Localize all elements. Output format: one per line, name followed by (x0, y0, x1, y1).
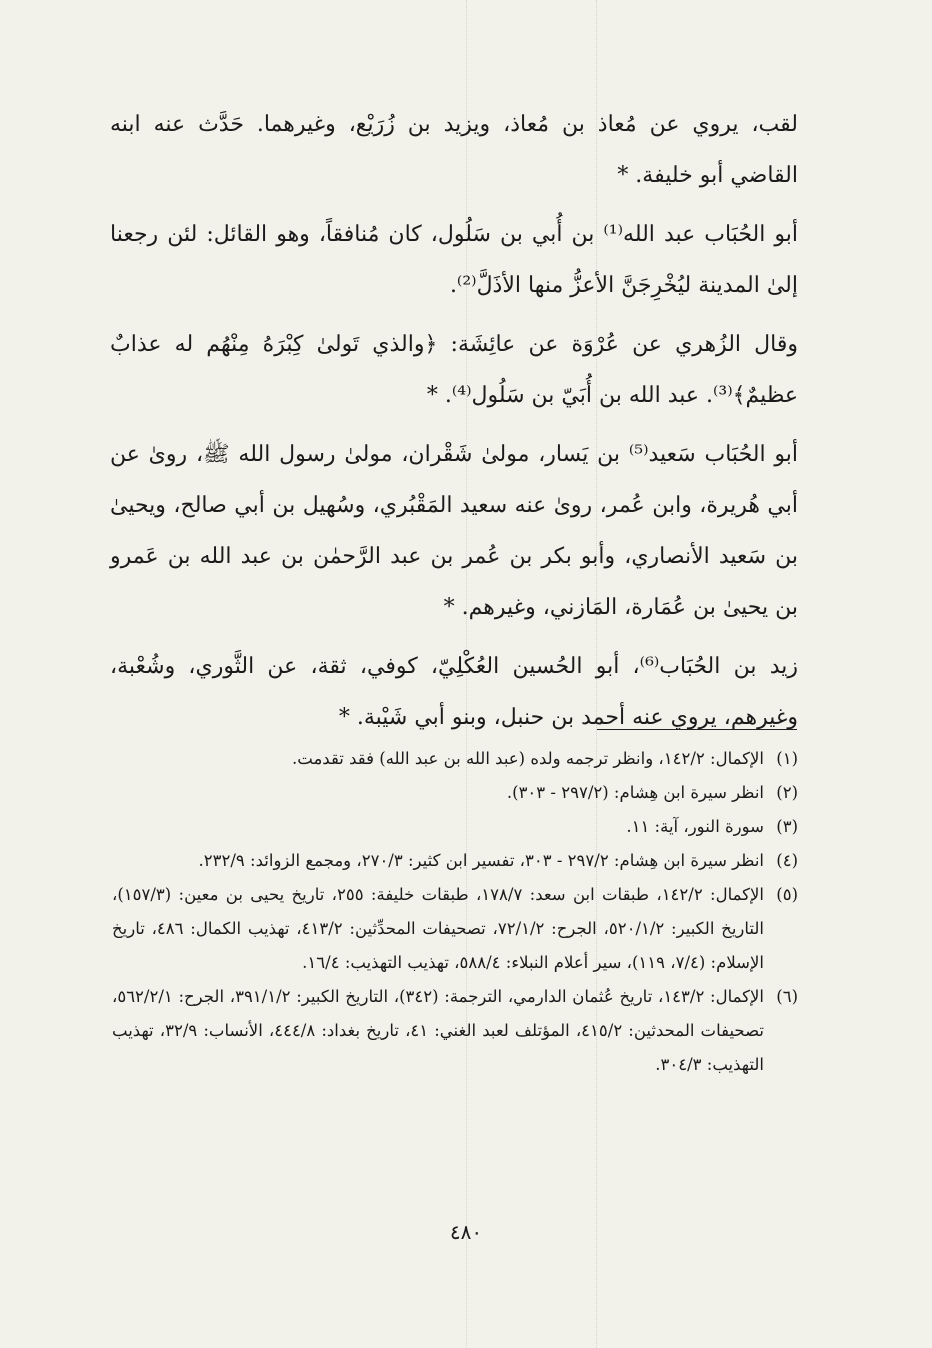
footnote-text: سورة النور، آية: ١١. (626, 817, 764, 836)
footnote-number: (٢) (776, 783, 798, 802)
paragraph-abu-al-hubab-said: أبو الحُبَاب سَعيد⁽⁵⁾ بن يَسار، مولىٰ شَقْران، مولىٰ رسول الله ﷺ، روىٰ عن أبي هُريرة، وابن عُمر، روىٰ عنه سعيد المَقْبُري، وسُهيل بن أبي صالح، ويحيىٰ بن سَعيد الأنصاري، وأبو بكر بن عُمر بن عبد الرَّحمٰن بن عبد الله بن عَمرو بن يحيىٰ بن عُمَارة، المَازني، وغيرهم. * (110, 442, 798, 620)
paragraph-zaid-ibn-al-hubab: زيد بن الحُبَاب⁽⁶⁾، أبو الحُسين العُكْلِيّ، كوفي، ثقة، عن الثَّوري، وشُعْبة، وغيرهم، يروي عنه أحمد بن حنبل، وبنو أبي شَيْبة. * (110, 654, 798, 730)
paragraph-abu-al-hubab-abdullah: أبو الحُبَاب عبد الله⁽¹⁾ بن أُبي بن سَلُول، كان مُنافقاً، وهو القائل: لئن رجعنا إلىٰ المدينة ليُخْرِجَنَّ الأعزُّ منها الأذَلَّ⁽²⁾. (110, 222, 798, 298)
paragraph-zuhri-quote: وقال الزُهري عن عُرْوَة عن عائِشَة: ﴿والذي تَولىٰ كِبْرَهُ مِنْهُم له عذابٌ عظيمٌ﴾⁽³⁾. عبد الله بن أُبَيّ بن سَلُول⁽⁴⁾. * (110, 332, 798, 408)
footnote-number: (١) (776, 749, 798, 768)
footnote-separator (597, 729, 797, 730)
footnote-item (112, 776, 798, 810)
paragraph-abu-khalifa: لقب، يروي عن مُعاذ بن مُعاذ، ويزيد بن زُرَيْع، وغيرهما. حَدَّث عنه ابنه القاضي أبو خليفة. * (110, 112, 798, 188)
footnote-item (112, 810, 798, 844)
main-text (110, 99, 798, 751)
footnote-number: (٣) (776, 817, 798, 836)
page-number: ٤٨٠ (449, 1220, 483, 1244)
footnote-item (112, 844, 798, 878)
footnote-text: انظر سيرة ابن هِشام: (٢٩٧/٢ - ٣٠٣). (506, 783, 764, 802)
footnote-text: انظر سيرة ابن هِشام: ٢٩٧/٢ - ٣٠٣، تفسير ابن كثير: ٢٧٠/٣، ومجمع الزوائد: ٢٣٢/٩. (198, 851, 764, 870)
footnote-text: الإكمال: ١٤٢/٢، وانظر ترجمه ولده (عبد الله بن عبد الله) فقد تقدمت. (292, 749, 764, 768)
footnotes (112, 742, 798, 1082)
footnote-number: (٦) (776, 987, 798, 1006)
footnote-number: (٤) (776, 851, 798, 870)
footnote-item (112, 742, 798, 776)
footnote-text: الإكمال: ١٤٢/٢، طبقات ابن سعد: ١٧٨/٧، طبقات خليفة: ٢٥٥، تاريخ يحيى بن معين: (١٥٧/٣)، التاريخ الكبير: ٥٢٠/١/٢، الجرح: ٧٢/١/٢، تصحيفات المحدِّثين: ٤١٣/٢، تهذيب الكمال: ٤٨٦، تاريخ الإسلام: (٧/٤، ١١٩)، سير أعلام النبلاء: ٥٨٨/٤، تهذيب التهذيب: ١٦/٤. (112, 885, 764, 972)
footnote-item (112, 878, 798, 980)
footnote-item (112, 980, 798, 1082)
footnote-text: الإكمال: ١٤٣/٢، تاريخ عُثمان الدارمي، الترجمة: (٣٤٢)، التاريخ الكبير: ٣٩١/١/٢، الجرح: ٥٦٢/٢/١، تصحيفات المحدثين: ٤١٥/٢، المؤتلف لعبد الغني: ٤١، تاريخ بغداد: ٤٤٤/٨، الأنساب: ٣٢/٩، تهذيب التهذيب: ٣٠٤/٣. (112, 987, 764, 1074)
footnote-number: (٥) (776, 885, 798, 904)
